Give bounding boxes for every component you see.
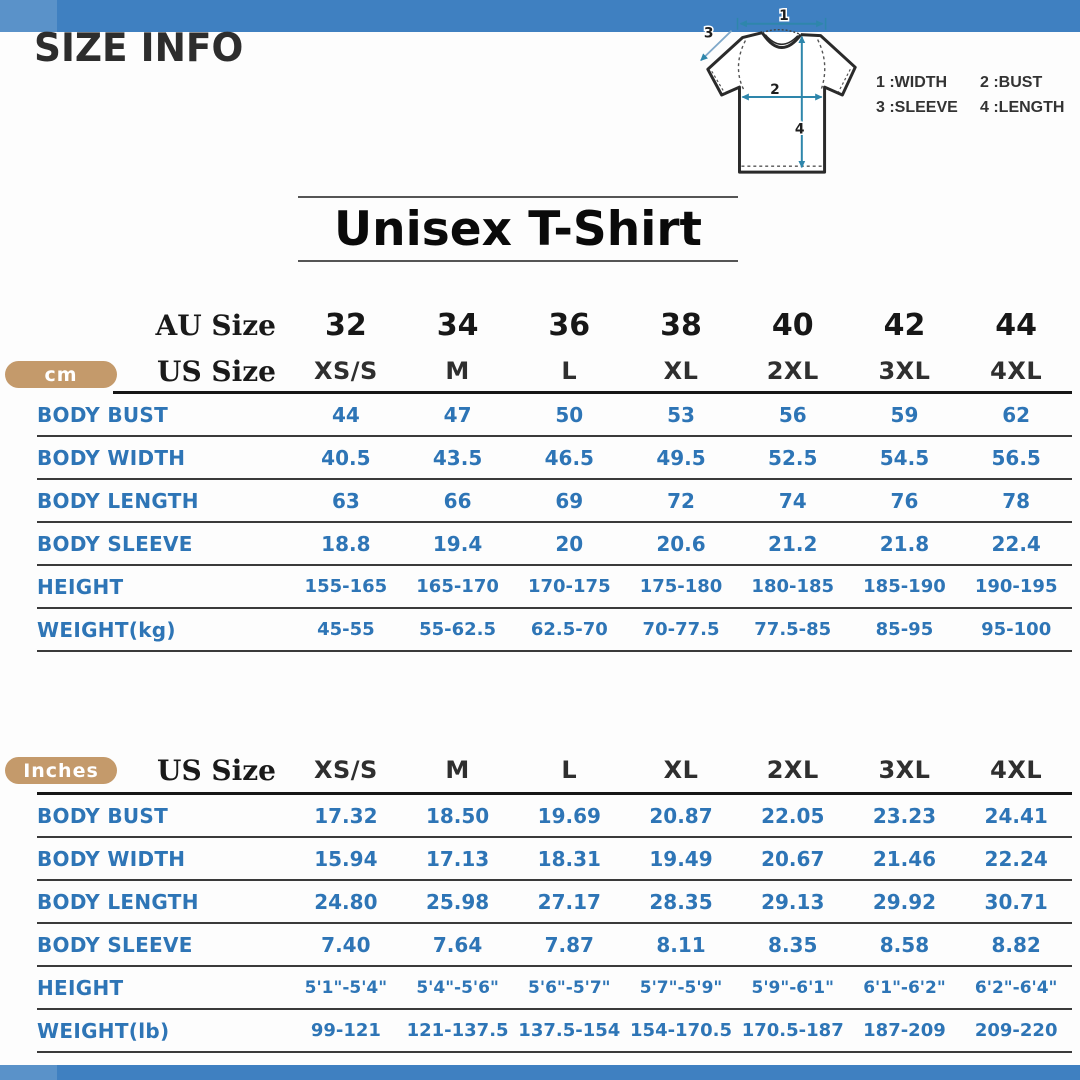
dim-label-1: 1 (779, 7, 789, 24)
dim-label-4: 4 (794, 121, 805, 138)
unit-badge-inches: Inches (5, 757, 117, 784)
au-size-value: 34 (436, 307, 479, 343)
table-cell: 40.5 (321, 445, 371, 470)
table-cell: 20 (555, 531, 584, 556)
table-cell: 95-100 (981, 619, 1052, 640)
table-cell: 49.5 (656, 445, 706, 470)
us-size-value: 4XL (990, 756, 1043, 784)
us-size-label: US Size (157, 753, 276, 787)
cm-size-table (37, 302, 1072, 652)
table-cell: 155-165 (304, 576, 388, 597)
au-size-value: 36 (548, 307, 591, 343)
table-cell: 66 (443, 488, 472, 513)
table-cell: 8.35 (768, 932, 818, 957)
us-size-row (37, 748, 1072, 795)
us-size-value: M (445, 357, 470, 385)
au-size-value: 38 (660, 307, 702, 343)
table-cell: 76 (890, 488, 919, 513)
table-cell: 50 (555, 402, 584, 427)
table-cell: 6'1"-6'2" (863, 977, 946, 998)
table-row (37, 924, 1072, 967)
table-cell: 20.87 (649, 803, 713, 828)
table-cell: 85-95 (875, 619, 934, 640)
row-label: BODY SLEEVE (37, 932, 193, 957)
table-cell: 5'1"-5'4" (304, 977, 388, 998)
legend-item: 3 :SLEEVE (876, 99, 958, 116)
us-size-value: 2XL (766, 357, 819, 385)
dim-label-2: 2 (770, 82, 780, 99)
tshirt-outline (708, 33, 855, 173)
bottom-accent-bar (0, 1065, 1080, 1080)
au-size-value: 32 (324, 307, 367, 343)
row-label: HEIGHT (37, 975, 124, 1000)
table-cell: 6'2"-6'4" (974, 977, 1058, 998)
table-cell: 47 (443, 402, 472, 427)
table-cell: 137.5-154 (518, 1020, 621, 1041)
table-row (37, 838, 1072, 881)
row-label: WEIGHT(lb) (37, 1018, 170, 1043)
table-cell: 56.5 (991, 445, 1041, 470)
legend-item: 4 :LENGTH (980, 99, 1065, 116)
table-cell: 175-180 (639, 576, 723, 597)
table-cell: 187-209 (863, 1020, 946, 1041)
table-cell: 25.98 (425, 889, 490, 914)
row-label: HEIGHT (37, 574, 124, 599)
table-cell: 20.67 (761, 846, 825, 871)
table-cell: 18.50 (425, 803, 490, 828)
table-cell: 44 (331, 402, 360, 427)
header-underline (113, 391, 1072, 394)
table-cell: 52.5 (768, 445, 818, 470)
table-cell: 46.5 (544, 445, 594, 470)
table-cell: 99-121 (310, 1020, 381, 1041)
us-size-value: XS/S (313, 756, 378, 784)
au-size-label: AU Size (155, 308, 276, 342)
au-size-value: 42 (883, 307, 926, 343)
table-cell: 7.87 (544, 932, 594, 957)
table-cell: 209-220 (974, 1020, 1058, 1041)
page-title: SIZE INFO (34, 26, 244, 71)
table-cell: 22.4 (991, 531, 1041, 556)
row-label: BODY WIDTH (37, 846, 186, 871)
table-cell: 5'7"-5'9" (639, 977, 723, 998)
table-row (37, 480, 1072, 523)
table-cell: 22.05 (761, 803, 825, 828)
table-cell: 77.5-85 (754, 619, 832, 640)
table-row (37, 967, 1072, 1010)
table-cell: 72 (667, 488, 695, 513)
us-size-value: 4XL (990, 357, 1043, 385)
table-cell: 190-195 (974, 576, 1058, 597)
table-cell: 15.94 (314, 846, 378, 871)
cm-table-header (37, 302, 1072, 394)
table-cell: 8.82 (991, 932, 1041, 957)
us-size-value: 3XL (878, 357, 931, 385)
au-size-value: 40 (771, 307, 814, 343)
table-cell: 20.6 (656, 531, 706, 556)
inch-table-body (37, 795, 1072, 1053)
legend-item: 1 :WIDTH (876, 74, 948, 91)
table-cell: 5'6"-5'7" (528, 977, 611, 998)
table-cell: 185-190 (863, 576, 946, 597)
table-cell: 21.8 (879, 531, 930, 556)
us-size-value: L (561, 756, 578, 784)
measurement-legend (876, 74, 1064, 117)
table-cell: 78 (1002, 488, 1031, 513)
table-cell: 8.58 (879, 932, 930, 957)
table-cell: 19.4 (432, 531, 483, 556)
table-cell: 19.49 (649, 846, 713, 871)
us-size-value: M (445, 756, 470, 784)
table-cell: 18.8 (321, 531, 371, 556)
table-row (37, 609, 1072, 652)
table-cell: 29.92 (872, 889, 937, 914)
us-size-value: 3XL (878, 756, 931, 784)
table-cell: 17.13 (425, 846, 490, 871)
bar-highlight (0, 1065, 57, 1080)
table-cell: 8.11 (656, 932, 706, 957)
table-cell: 154-170.5 (630, 1020, 732, 1041)
table-cell: 53 (667, 402, 695, 427)
table-cell: 18.31 (537, 846, 601, 871)
row-label: BODY LENGTH (37, 889, 199, 914)
table-cell: 21.2 (768, 531, 818, 556)
table-cell: 56 (778, 402, 807, 427)
table-cell: 27.17 (537, 889, 601, 914)
au-size-row (37, 302, 1072, 348)
legend-item: 2 :BUST (980, 74, 1043, 91)
inch-size-table (37, 748, 1072, 1053)
us-size-value: XS/S (313, 357, 378, 385)
table-cell: 180-185 (751, 576, 835, 597)
table-cell: 24.80 (314, 889, 378, 914)
table-cell: 17.32 (314, 803, 378, 828)
table-cell: 74 (778, 488, 807, 513)
table-cell: 62 (1002, 402, 1031, 427)
table-cell: 5'9"-6'1" (751, 977, 834, 998)
row-label: BODY BUST (37, 402, 169, 427)
row-label: BODY WIDTH (37, 445, 186, 470)
table-row (37, 394, 1072, 437)
table-row (37, 523, 1072, 566)
table-cell: 55-62.5 (419, 619, 497, 640)
table-cell: 45-55 (317, 619, 375, 640)
table-cell: 24.41 (984, 803, 1048, 828)
row-label: BODY BUST (37, 803, 169, 828)
table-cell: 69 (555, 488, 584, 513)
table-cell: 62.5-70 (530, 619, 608, 640)
table-cell: 54.5 (879, 445, 930, 470)
table-cell: 23.23 (872, 803, 937, 828)
table-cell: 7.64 (432, 932, 483, 957)
table-cell: 63 (331, 488, 360, 513)
table-cell: 170-175 (527, 576, 611, 597)
table-cell: 70-77.5 (642, 619, 720, 640)
table-cell: 165-170 (416, 576, 499, 597)
product-title: Unisex T-Shirt (298, 196, 738, 262)
table-cell: 30.71 (984, 889, 1048, 914)
row-label: BODY SLEEVE (37, 531, 193, 556)
table-row (37, 566, 1072, 609)
us-size-value: XL (663, 357, 699, 385)
table-row (37, 437, 1072, 480)
table-cell: 121-137.5 (406, 1020, 509, 1041)
unit-badge-cm: cm (5, 361, 117, 388)
us-size-label: US Size (157, 354, 276, 388)
us-size-value: XL (663, 756, 699, 784)
table-cell: 5'4"-5'6" (416, 977, 499, 998)
table-cell: 28.35 (649, 889, 713, 914)
au-size-value: 44 (995, 307, 1038, 343)
us-size-row (37, 348, 1072, 394)
table-row (37, 795, 1072, 838)
row-label: BODY LENGTH (37, 488, 199, 513)
table-row (37, 881, 1072, 924)
row-label: WEIGHT(kg) (37, 617, 176, 642)
table-cell: 21.46 (872, 846, 937, 871)
table-cell: 7.40 (321, 932, 371, 957)
table-cell: 19.69 (537, 803, 601, 828)
us-size-value: L (561, 357, 578, 385)
table-cell: 170.5-187 (741, 1020, 844, 1041)
table-cell: 43.5 (432, 445, 483, 470)
dim-label-3: 3 (703, 25, 714, 42)
us-size-value: 2XL (766, 756, 819, 784)
cm-table-body (37, 394, 1072, 652)
tshirt-measurement-diagram (686, 2, 884, 188)
table-cell: 59 (890, 402, 919, 427)
table-row (37, 1010, 1072, 1053)
table-cell: 22.24 (984, 846, 1048, 871)
table-cell: 29.13 (761, 889, 825, 914)
